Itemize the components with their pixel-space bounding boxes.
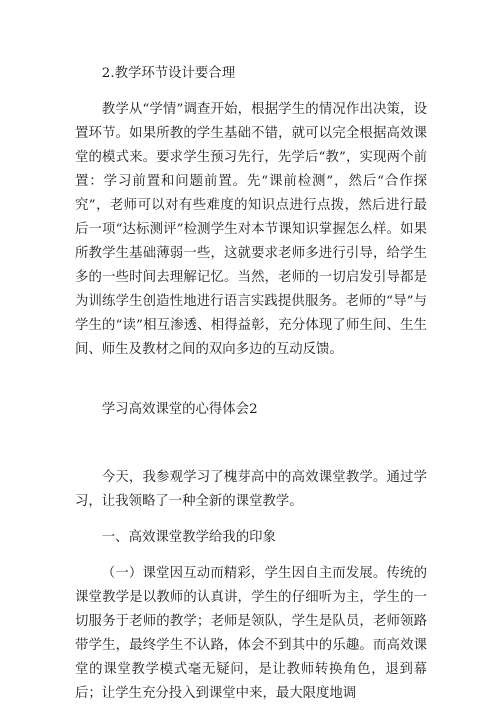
intro-paragraph: 今天，我参观学习了槐芽高中的高效课堂教学。通过学习，让我领略了一种全新的课堂教学。 [75,470,427,509]
document-page [75,62,427,706]
article-title: 学习高效课堂的心得体会2 [101,402,258,417]
spacer [75,86,427,98]
body-paragraph: （一）课堂因互动而精彩，学生因自主而发展。传统的课堂教学是以教师的认真讲，学生的仔细听为主，学生的一切服务于老师的教学；老师是领队，学生是队员，老师领路带学生，最终学生不认路，体会不到其中的乐趣。而高效课堂的课堂教学模式毫无疑问，是让教师转换角色，退到幕后；让学生充分投入到课堂中来，最大限度地调 [75,566,427,701]
section-heading: 2.教学环节设计要合理 [101,66,236,81]
section-subheading: 一、高效课堂教学给我的印象 [101,530,276,545]
spacer [75,422,427,466]
spacer [75,362,427,398]
body-paragraph: 教学从“学情”调查开始，根据学生的情况作出决策，设置环节。如果所教的学生基础不错，就可以完全根据高效课堂的模式来。要求学生预习先行，先学后“教”，实现两个前置：学习前置和问题前置。先“课前检测”，然后“合作探究”，老师可以对有些难度的知识点进行点拨，然后进行最后一项“达标测评”检测学生对本节课知识掌握怎么样。如果所教学生基础薄弱一些，这就要求老师多进行引导，给学生多的一些时间去理解记忆。当然，老师的一切启发引导都是为训练学生创造性地进行语言实践提供服务。老师的“导”与学生的“读”相互渗透、相得益彰，充分体现了师生间、生生间、师生及教材之间的双向多边的互动反馈。 [75,102,427,357]
spacer [75,514,427,526]
spacer [75,550,427,562]
